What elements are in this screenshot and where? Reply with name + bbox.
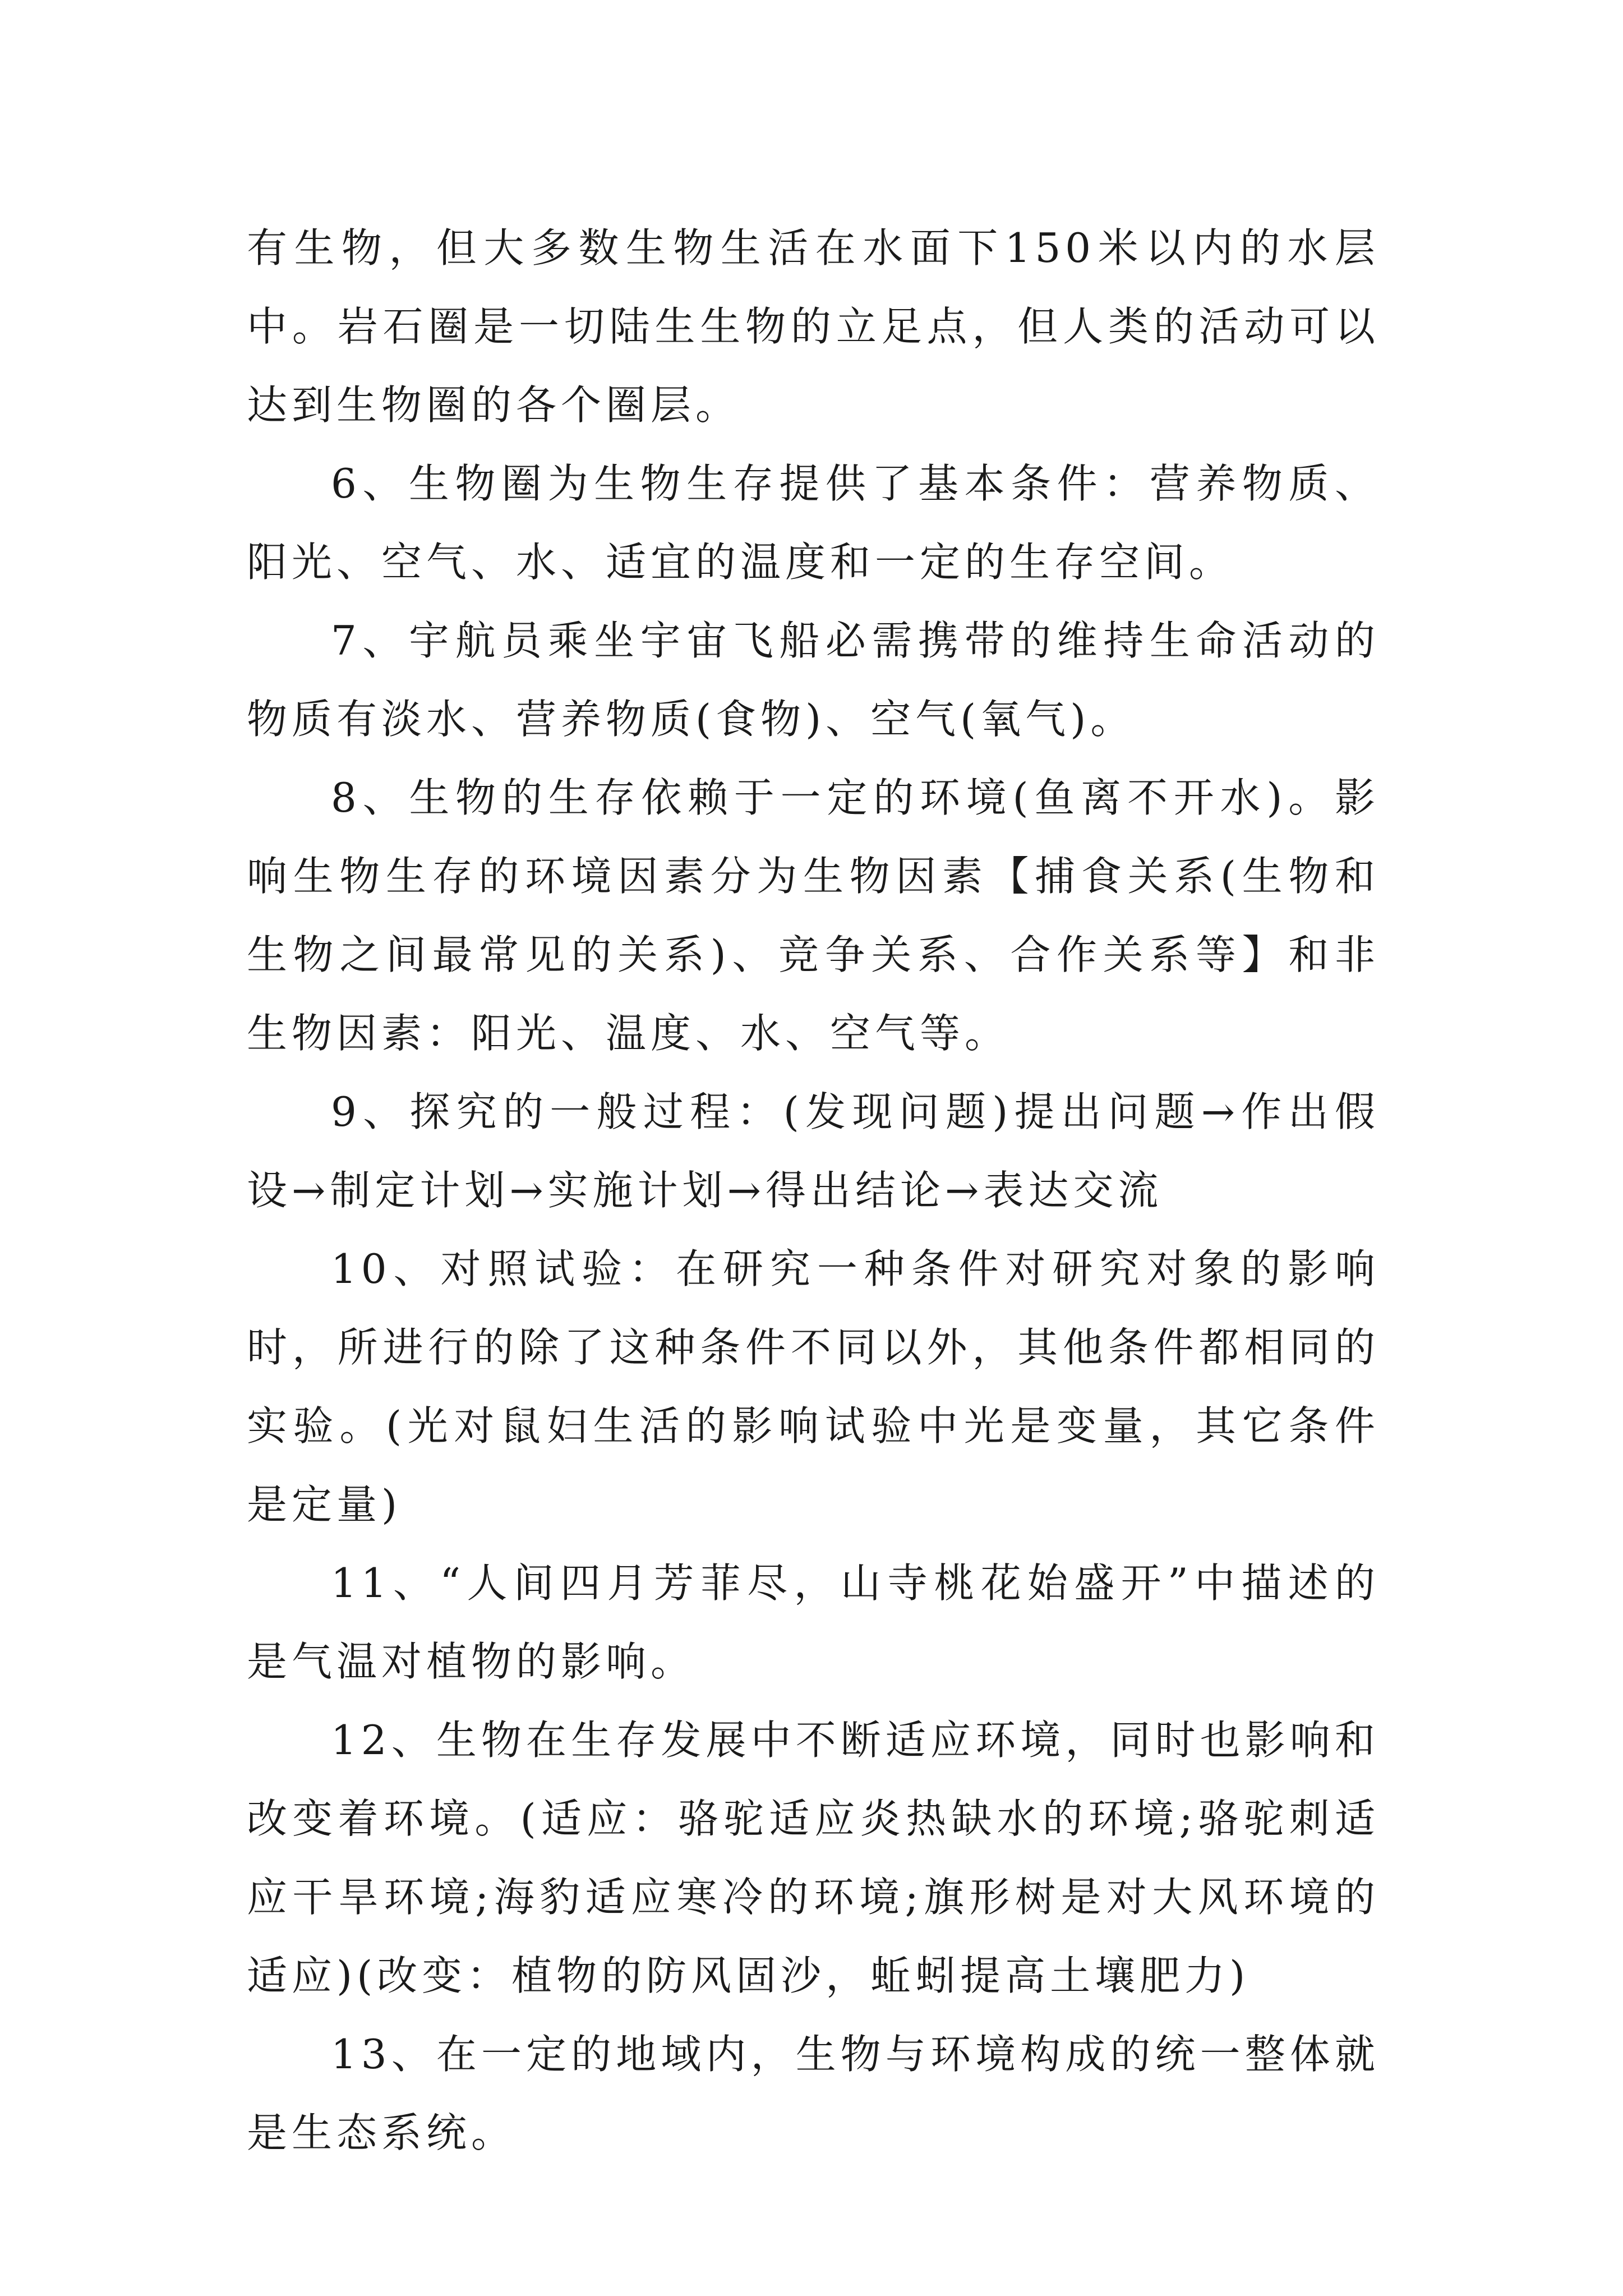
paragraph-continuation: 有生物，但大多数生物生活在水面下150米以内的水层中。岩石圈是一切陆生生物的立足点，但人类的活动可以达到生物圈的各个圈层。 xyxy=(247,224,1380,429)
paragraph-item-10: 10、对照试验：在研究一种条件对研究对象的影响时，所进行的除了这种条件不同以外，其他条件都相同的实验。(光对鼠妇生活的影响试验中光是变量，其它条件是定量) xyxy=(247,1245,1380,1528)
paragraph-item-9: 9、探究的一般过程：(发现问题)提出问题→作出假设→制定计划→实施计划→得出结论→表达交流 xyxy=(247,1088,1380,1214)
document-body xyxy=(247,209,1380,2172)
paragraph-item-7: 7、宇航员乘坐宇宙飞船必需携带的维持生命活动的物质有淡水、营养物质(食物)、空气(氧气)。 xyxy=(247,617,1380,743)
paragraph-item-11: 11、“人间四月芳菲尽，山寺桃花始盛开”中描述的是气温对植物的影响。 xyxy=(247,1559,1380,1685)
paragraph-item-8: 8、生物的生存依赖于一定的环境(鱼离不开水)。影响生物生存的环境因素分为生物因素【捕食关系(生物和生物之间最常见的关系)、竞争关系、合作关系等】和非生物因素：阳光、温度、水、空气等。 xyxy=(247,774,1380,1057)
paragraph-item-13: 13、在一定的地域内，生物与环境构成的统一整体就是生态系统。 xyxy=(247,2031,1380,2156)
paragraph-item-6: 6、生物圈为生物生存提供了基本条件：营养物质、阳光、空气、水、适宜的温度和一定的生存空间。 xyxy=(247,460,1380,586)
paragraph-item-12: 12、生物在生存发展中不断适应环境，同时也影响和改变着环境。(适应：骆驼适应炎热缺水的环境;骆驼刺适应干旱环境;海豹适应寒冷的环境;旗形树是对大风环境的适应)(改变：植物的防风固沙，蚯蚓提高土壤肥力) xyxy=(247,1717,1380,1999)
